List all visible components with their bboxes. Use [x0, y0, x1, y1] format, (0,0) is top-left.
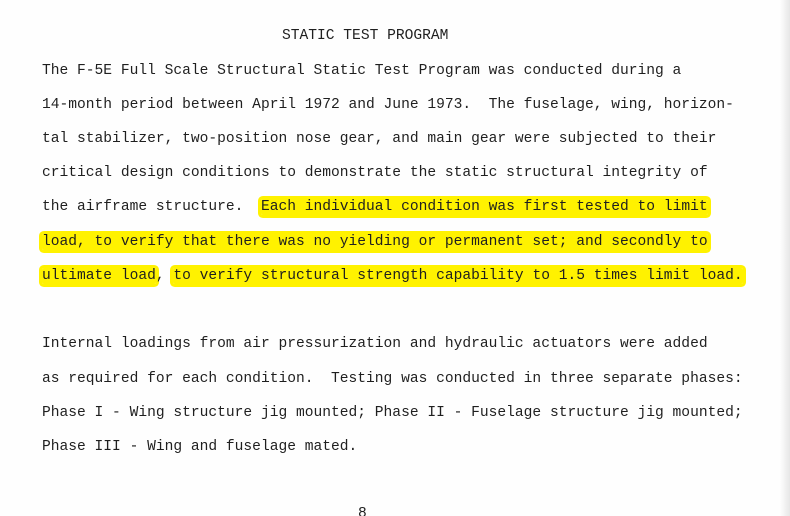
highlighted-text: to verify structural strength capability to 1.5 times limit load.: [173, 268, 743, 284]
page-title: STATIC TEST PROGRAM: [282, 28, 449, 44]
paragraph2-line1: Internal loadings from air pressurization and hydraulic actuators were added: [42, 336, 708, 352]
paragraph1-line4: critical design conditions to demonstrate the static structural integrity of: [42, 165, 708, 181]
line5-plain-text: the airframe structure.: [42, 199, 261, 215]
paragraph1-line6: [42, 233, 708, 251]
paragraph2-line4: Phase III - Wing and fuselage mated.: [42, 439, 358, 455]
highlighted-text: ultimate load: [42, 268, 156, 284]
highlighted-text: load, to verify that there was no yielding or permanent set; and secondly to: [42, 234, 708, 250]
paragraph1-line7: [42, 267, 743, 285]
paragraph1-line1: The F-5E Full Scale Structural Static Test Program was conducted during a: [42, 63, 682, 79]
page-edge-shadow: [780, 0, 790, 516]
page-number: 8: [358, 506, 367, 516]
paragraph1-line3: tal stabilizer, two-position nose gear, and main gear were subjected to their: [42, 131, 717, 147]
paragraph1-line5: [42, 198, 708, 216]
line7-plain-text: ,: [155, 268, 174, 284]
paragraph2-line2: as required for each condition. Testing was conducted in three separate phases:: [42, 371, 743, 387]
paragraph2-line3: Phase I - Wing structure jig mounted; Phase II - Fuselage structure jig mounted;: [42, 405, 743, 421]
paragraph1-line2: 14-month period between April 1972 and June 1973. The fuselage, wing, horizon-: [42, 97, 734, 113]
highlighted-text: Each individual condition was first tested to limit: [260, 199, 708, 215]
